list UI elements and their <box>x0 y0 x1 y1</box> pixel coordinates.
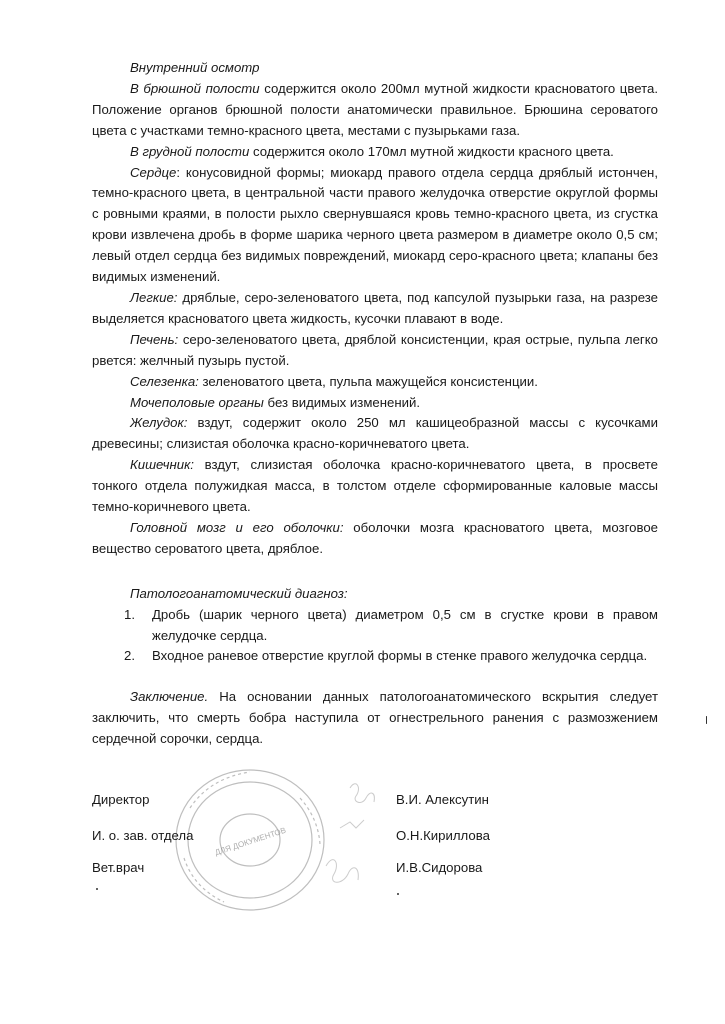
paragraph-text: содержится около 170мл мутной жидкости красного цвета. <box>249 143 614 159</box>
paragraph-brain <box>92 518 658 560</box>
signature-name: В.И. Алексутин <box>396 792 489 807</box>
paragraph-text: На основании данных патологоанатомического вскрытия следует заключить, что смерть бобра наступила от огнестрельного ранения с размозжением сердечной сорочки, сердца. <box>92 689 658 747</box>
signature-row <box>92 792 672 812</box>
item-number: 2. <box>124 648 135 664</box>
paragraph-text: вздут, содержит около 250 мл кашицеобразной массы с кусочками древесины; слизистая оболочка красно-коричневатого цвета. <box>92 415 658 452</box>
paragraph-text: : конусовидной формы; миокард правого отдела сердца дряблый истончен, темно-красного цвета, в центральной части правого желудочка отверстие округлой формы с ровными краями, в полости рыхло свернувшаяся кровь темно-красного цвета, из сгустка крови извлечена дробь в форме шарика черного цвета размером в диаметре около 0,5 см; левый отдел сердца без видимых повреждений, миокард серо-красного цвета; клапаны без видимых изменений. <box>92 164 658 285</box>
paragraph-intestine <box>92 455 658 518</box>
heading-text: Патологоанатомический диагноз: <box>130 585 348 601</box>
paragraph-lead: Мочеполовые органы <box>130 394 264 410</box>
paragraph-text: без видимых изменений. <box>263 394 421 410</box>
paragraph-text: зеленоватого цвета, пульпа мажущейся консистенции. <box>198 373 538 389</box>
paragraph-lead: Заключение. <box>130 689 209 705</box>
paragraph-abdominal-cavity <box>92 79 658 142</box>
diagnosis-item <box>124 605 658 647</box>
conclusion-paragraph <box>92 687 658 750</box>
signature-role: Директор <box>92 792 150 807</box>
section-heading-internal-exam <box>92 58 658 79</box>
paragraph-urogenital <box>92 393 658 414</box>
document-body <box>92 58 658 750</box>
paragraph-heart <box>92 163 658 288</box>
paragraph-lead: Селезенка: <box>130 373 199 389</box>
paragraph-thoracic-cavity <box>92 142 658 163</box>
paragraph-text: оболочки мозга красноватого цвета, мозговое вещество сероватого цвета, дряблое. <box>92 519 658 556</box>
paragraph-lead: В грудной полости <box>130 143 250 159</box>
paragraph-lungs <box>92 288 658 330</box>
item-text: Входное раневое отверстие круглой формы в стенке правого желудочка сердца. <box>152 648 648 664</box>
diagnosis-heading <box>92 584 658 605</box>
paragraph-text: содержится около 200мл мутной жидкости красноватого цвета. Положение органов брюшной полости анатомически правильное. Брюшина сероватого цвета с участками темно-красного цвета, местами с пузырьками газа. <box>92 80 658 138</box>
speck <box>706 716 707 724</box>
speck <box>96 888 98 890</box>
signature-role: Вет.врач <box>92 860 145 875</box>
speck <box>397 893 399 895</box>
paragraph-lead: Легкие: <box>130 289 178 305</box>
paragraph-spleen <box>92 372 658 393</box>
item-number: 1. <box>124 606 135 622</box>
paragraph-lead: Желудок: <box>130 415 188 431</box>
round-stamp <box>150 748 390 948</box>
signature-name: И.В.Сидорова <box>396 860 483 875</box>
signature-row <box>92 860 672 880</box>
paragraph-stomach <box>92 413 658 455</box>
paragraph-liver <box>92 330 658 372</box>
paragraph-text: серо-зеленоватого цвета, дряблой консистенции, края острые, пульпа легко рвется: желчный пузырь пустой. <box>92 331 658 368</box>
item-text: Дробь (шарик черного цвета) диаметром 0,5 см в сгустке крови в правом желудочке сердца. <box>152 606 658 643</box>
paragraph-text: вздут, слизистая оболочка красно-коричневатого цвета, в просвете тонкого отдела полужидкая масса, в толстом отделе сформированные каловые массы темно-коричневого цвета. <box>92 457 658 515</box>
signature-name: О.Н.Кириллова <box>396 828 490 843</box>
stamp-text: ДЛЯ ДОКУМЕНТОВ <box>213 825 288 858</box>
paragraph-lead: Печень: <box>130 331 179 347</box>
signature-row <box>92 828 672 848</box>
diagnosis-list <box>92 605 658 668</box>
signature-role: И. о. зав. отдела <box>92 828 194 843</box>
heading-text: Внутренний осмотр <box>130 60 260 75</box>
diagnosis-item <box>124 646 658 667</box>
spacer <box>92 667 658 687</box>
paragraph-text: дряблые, серо-зеленоватого цвета, под капсулой пузырьки газа, на разрезе выделяется красноватого цвета жидкость, кусочки плавают в воде. <box>92 289 658 326</box>
paragraph-lead: Сердце <box>130 164 177 180</box>
spacer <box>92 560 658 584</box>
paragraph-lead: Головной мозг и его оболочки: <box>130 519 344 535</box>
paragraph-lead: Кишечник: <box>130 457 194 473</box>
paragraph-lead: В брюшной полости <box>130 80 260 96</box>
